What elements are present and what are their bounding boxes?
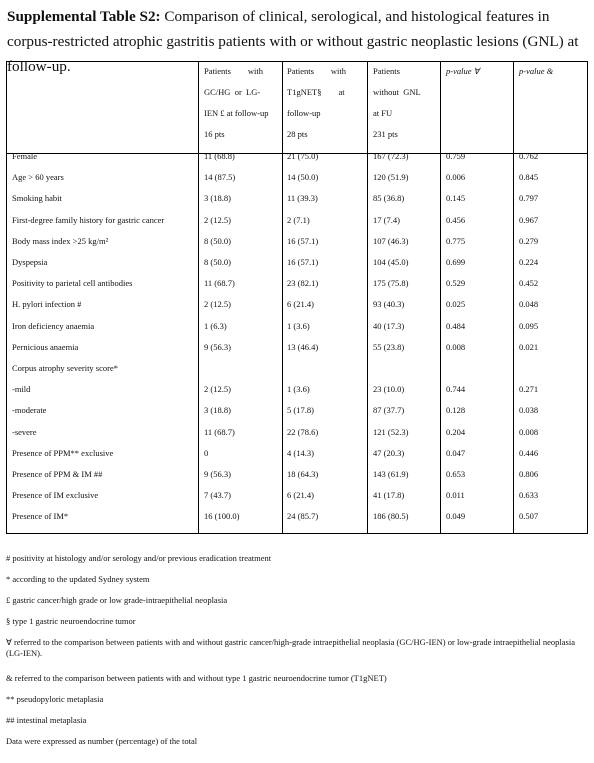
count-cell: 47 (20.3) [373,447,405,458]
row-label: -mild [12,384,31,395]
p-value-cell: 0.145 [446,193,466,204]
p-value-cell: 0.011 [446,490,465,501]
p-value-cell: 0.128 [446,405,466,416]
count-cell: 1 (3.6) [287,320,310,331]
header-col-gc-line: GC/HG or LG- [204,87,261,97]
count-cell: 107 (46.3) [373,235,409,246]
count-cell: 11 (68.7) [204,278,235,289]
row-label: Iron deficiency anaemia [12,320,95,331]
column-rule [282,61,283,534]
header-col-nognl [373,61,437,145]
count-cell: 17 (7.4) [373,214,400,225]
count-cell: 18 (64.3) [287,469,319,479]
count-cell: 16 (57.1) [287,257,319,267]
header-col-gc [204,61,276,145]
header-col-net-line: T1gNET§ at [287,87,345,97]
count-cell: 7 (43.7) [204,490,231,501]
row-label: Presence of IM* [12,511,69,522]
p-value-cell: 0.224 [519,257,539,267]
p-value-cell: 0.008 [446,341,466,352]
p-value-cell: 0.204 [446,426,466,437]
count-cell: 6 (21.4) [287,299,314,310]
count-cell: 24 (85.7) [287,511,319,522]
count-cell: 4 (14.3) [287,447,314,458]
column-rule [367,61,368,534]
footnote: Data were expressed as number (percentage) of the total [6,736,198,746]
row-label: Pernicious anaemia [12,341,79,352]
p-value-cell: 0.797 [519,193,539,204]
count-cell: 5 (17.8) [287,405,314,416]
count-cell: 23 (82.1) [287,278,319,289]
count-cell: 21 (75.0) [287,151,319,161]
footnote: & referred to the comparison between patients with and without type 1 gastric neuroendocrine tumor (T1gNET) [6,673,387,683]
row-label: Body mass index >25 kg/m² [12,235,109,246]
count-cell: 16 (100.0) [204,511,240,522]
header-col-nognl-line: 231 pts [373,129,398,139]
header-col-gc-line: IEN £ at follow-up [204,108,269,118]
count-cell: 8 (50.0) [204,235,231,246]
footnote: ## intestinal metaplasia [6,715,87,725]
footnote: § type 1 gastric neuroendocrine tumor [6,616,136,626]
p-value-cell: 0.008 [519,426,539,437]
p-value-cell: 0.049 [446,511,466,522]
p-value-cell: 0.529 [446,278,466,289]
header-col-nognl-line: Patients [373,66,400,76]
count-cell: 14 (50.0) [287,172,319,183]
p-value-cell: 0.806 [519,469,539,479]
p-value-cell: 0.025 [446,299,466,310]
count-cell: 120 (51.9) [373,172,409,183]
p-value-cell: 0.762 [519,151,539,161]
footnote: ∀ referred to the comparison between patients with and without gastric cancer/high-grade intraepithelial neoplasia (GC/HG-IEN) or low-grade intraepithelial neoplasia (LG-IEN). [6,637,575,658]
footnote: * according to the updated Sydney system [6,574,150,584]
p-value-cell: 0.456 [446,214,466,225]
p-value-cell: 0.699 [446,257,466,267]
p-value-cell: 0.507 [519,511,539,522]
table-title-label: Supplemental Table S2: [7,8,161,25]
table-right-rule [587,61,588,534]
count-cell: 93 (40.3) [373,299,405,310]
count-cell: 2 (12.5) [204,214,231,225]
p-value-cell: 0.845 [519,172,539,183]
count-cell: 186 (80.5) [373,511,409,522]
row-label: Age > 60 years [12,172,64,183]
p-value-cell: 0.038 [519,405,539,416]
table-left-rule [6,61,7,534]
footnote: £ gastric cancer/high grade or low grade-intraepithelial neoplasia [6,595,228,605]
header-col-gc-line: 16 pts [204,129,225,139]
count-cell: 2 (12.5) [204,384,231,395]
count-cell: 11 (68.8) [204,151,235,161]
count-cell: 104 (45.0) [373,257,409,267]
header-col-nognl-line: at FU [373,108,393,118]
count-cell: 22 (78.6) [287,426,319,437]
p-value-cell: 0.021 [519,341,539,352]
count-cell: 3 (18.8) [204,405,231,416]
count-cell: 23 (10.0) [373,384,405,395]
count-cell: 6 (21.4) [287,490,314,501]
row-label: Female [12,151,38,161]
row-label: H. pylori infection # [12,299,82,310]
p-value-cell: 0.633 [519,490,539,501]
table-title-text: Comparison of clinical, serological, and histological features in corpus-restricted atrophic gastritis patients with or without gastric neoplastic lesions (GNL) at follow-up. [7,8,579,75]
header-pvalue-gc: p-value ∀ [446,66,480,76]
count-cell: 2 (12.5) [204,299,231,310]
count-cell: 121 (52.3) [373,426,409,437]
row-label: Corpus atrophy severity score* [12,363,118,373]
count-cell: 167 (72.3) [373,151,409,161]
count-cell: 3 (18.8) [204,193,231,204]
header-col-net-line: follow-up [287,108,321,118]
count-cell: 9 (56.3) [204,469,231,479]
count-cell: 87 (37.7) [373,405,405,416]
count-cell: 1 (3.6) [287,384,310,395]
header-col-net-line: Patients with [287,66,347,76]
count-cell: 16 (57.1) [287,235,319,246]
row-label: -severe [12,426,37,437]
p-value-cell: 0.048 [519,299,539,310]
count-cell: 1 (6.3) [204,320,227,331]
row-label: Presence of PPM & IM ## [12,469,103,479]
p-value-cell: 0.446 [519,447,539,458]
count-cell: 8 (50.0) [204,257,231,267]
count-cell: 2 (7.1) [287,214,310,225]
header-pvalue-net: p-value & [519,66,554,76]
data-table [6,61,588,534]
p-value-cell: 0.271 [519,384,539,395]
count-cell: 55 (23.8) [373,341,405,352]
row-label: Positivity to parietal cell antibodies [12,278,133,289]
row-label: First-degree family history for gastric cancer [12,214,165,225]
p-value-cell: 0.744 [446,384,466,395]
p-value-cell: 0.006 [446,172,466,183]
p-value-cell: 0.759 [446,151,466,161]
header-col-net [287,61,363,145]
p-value-cell: 0.967 [519,214,539,225]
row-label: Smoking habit [12,193,62,204]
p-value-cell: 0.484 [446,320,466,331]
count-cell: 14 (87.5) [204,172,236,183]
p-value-cell: 0.775 [446,235,466,246]
table-bottom-rule [6,533,588,534]
header-col-gc-line: Patients with [204,66,264,76]
p-value-cell: 0.095 [519,320,539,331]
count-cell: 0 [204,447,209,458]
p-value-cell: 0.452 [519,278,539,289]
column-rule [198,61,199,534]
p-value-cell: 0.047 [446,447,466,458]
row-label: Dyspepsia [12,257,48,267]
count-cell: 9 (56.3) [204,341,231,352]
column-rule [513,61,514,534]
header-col-nognl-line: without GNL [373,87,421,97]
count-cell: 143 (61.9) [373,469,409,479]
count-cell: 11 (39.3) [287,193,318,204]
footnote: ** pseudopyloric metaplasia [6,694,104,704]
row-label: Presence of PPM** exclusive [12,447,114,458]
count-cell: 13 (46.4) [287,341,319,352]
count-cell: 85 (36.8) [373,193,405,204]
row-label: -moderate [12,405,47,416]
count-cell: 41 (17.8) [373,490,405,501]
count-cell: 11 (68.7) [204,426,235,437]
p-value-cell: 0.279 [519,235,539,246]
p-value-cell: 0.653 [446,469,466,479]
count-cell: 175 (75.8) [373,278,409,289]
count-cell: 40 (17.3) [373,320,405,331]
column-rule [440,61,441,534]
header-col-net-line: 28 pts [287,129,308,139]
footnote: # positivity at histology and/or serology and/or previous eradication treatment [6,553,272,563]
row-label: Presence of IM exclusive [12,490,99,501]
